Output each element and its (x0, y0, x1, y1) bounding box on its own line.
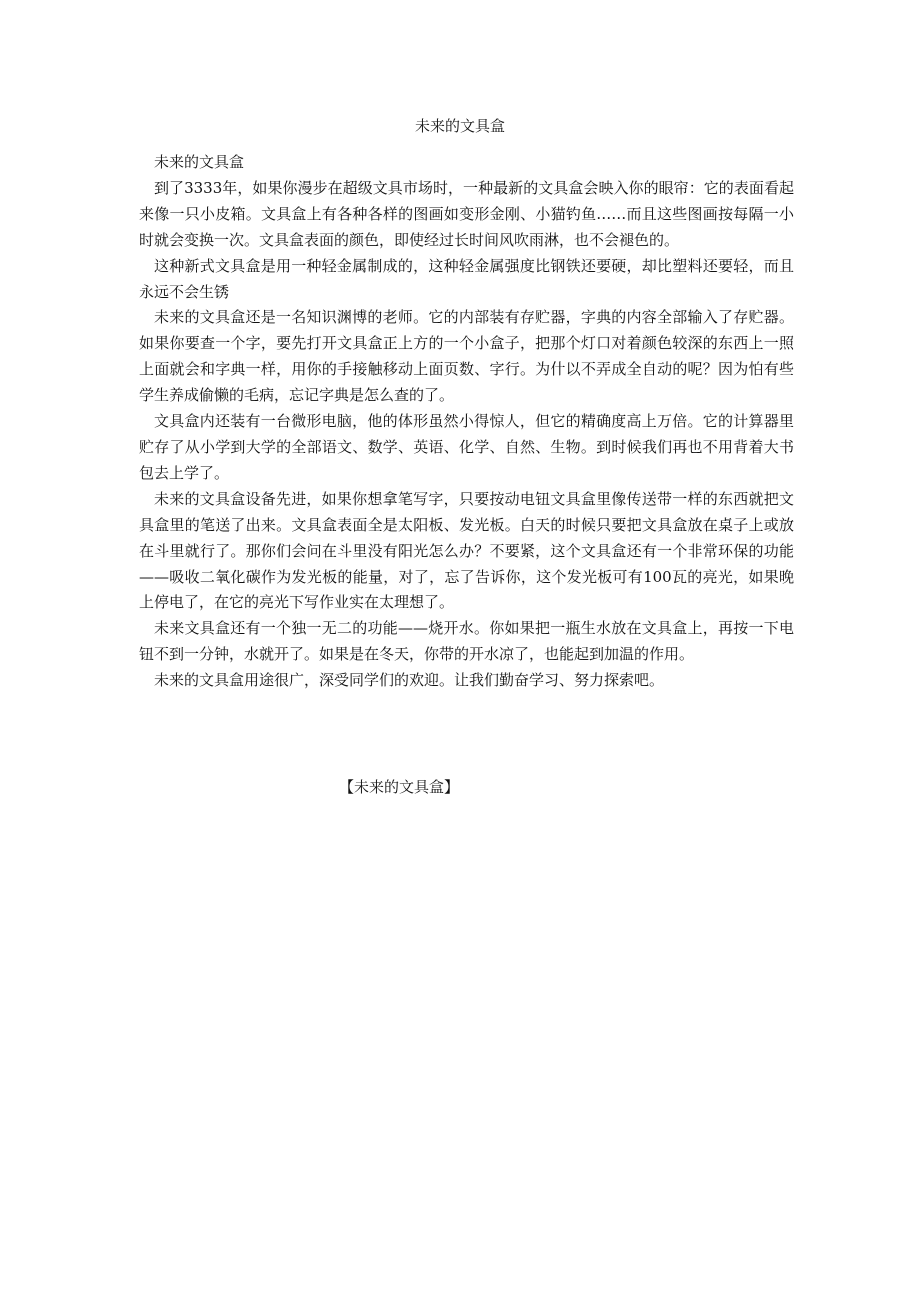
paragraph-heading: 未来的文具盒 (154, 153, 245, 171)
paragraph: 未来的文具盒还是一名知识渊博的老师。它的内部装有存贮器，字典的内容全部输入了存贮器。如果你要查一个字，要先打开文具盒正上方的一个小盒子，把那个灯口对着颜色较深的东西上一照上面就会和字典一样，用你的手接触移动上面页数、字行。为什以不弄成全自动的呢？因为怕有些学生养成偷懒的毛病，忘记字典是怎么查的了。 (139, 308, 794, 405)
footer-title: 【未来的文具盒】 (338, 778, 459, 796)
document-title: 未来的文具盒 (414, 117, 505, 135)
paragraph: 未来的文具盒设备先进，如果你想拿笔写字，只要按动电钮文具盒里像传送带一样的东西就把文具盒里的笔送了出来。文具盒表面全是太阳板、发光板。白天的时候只要把文具盒放在桌子上或放在斗里就行了。那你们会问在斗里没有阳光怎么办？不要紧，这个文具盒还有一个非常环保的功能——吸收二氧化碳作为发光板的能量，对了，忘了告诉你，这个发光板可有100瓦的亮光，如果晚上停电了，在它的亮光下写作业实在太理想了。 (139, 489, 794, 612)
document-body (139, 150, 794, 694)
paragraph: 到了3333年，如果你漫步在超级文具市场时，一种最新的文具盒会映入你的眼帘：它的表面看起来像一只小皮箱。文具盒上有各种各样的图画如变形金刚、小猫钓鱼……而且这些图画按每隔一小时就会变换一次。文具盒表面的颜色，即使经过长时间风吹雨淋，也不会褪色的。 (139, 178, 794, 249)
paragraph: 文具盒内还装有一台微形电脑，他的体形虽然小得惊人，但它的精确度高上万倍。它的计算器里贮存了从小学到大学的全部语文、数学、英语、化学、自然、生物。到时候我们再也不用背着大书包去上学了。 (139, 412, 794, 482)
paragraph: 未来文具盒还有一个独一无二的功能——烧开水。你如果把一瓶生水放在文具盒上，再按一下电钮不到一分钟，水就开了。如果是在冬天，你带的开水凉了，也能起到加温的作用。 (139, 619, 794, 664)
paragraph: 这种新式文具盒是用一种轻金属制成的，这种轻金属强度比钢铁还要硬，却比塑料还要轻，而且永远不会生锈 (139, 256, 794, 301)
paragraph: 未来的文具盒用途很广，深受同学们的欢迎。让我们勤奋学习、努力探索吧。 (154, 671, 665, 690)
